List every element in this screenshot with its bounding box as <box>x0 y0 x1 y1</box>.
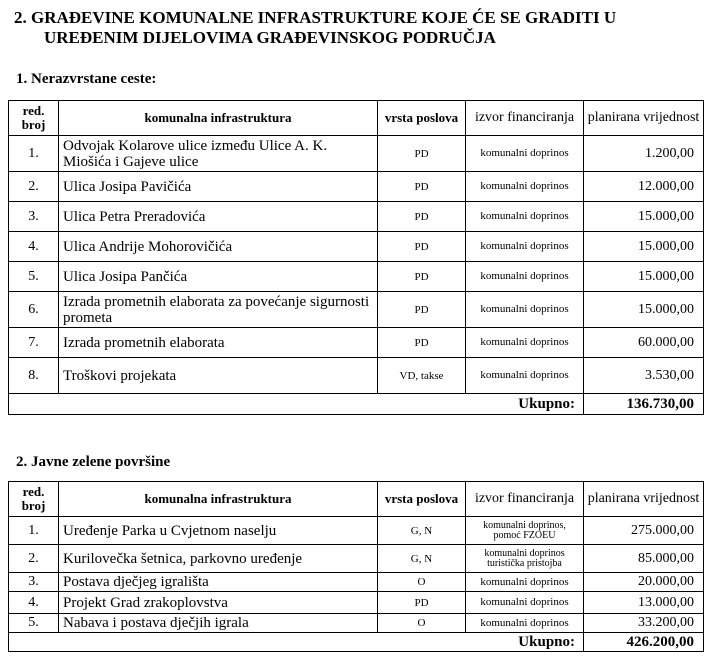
table-row <box>9 517 704 545</box>
header-red-broj: red. broj <box>9 101 59 136</box>
row-funding-source: komunalni doprinos <box>466 232 584 262</box>
row-funding-source: komunalni doprinos <box>466 202 584 232</box>
row-number: 2. <box>9 545 59 573</box>
table-row <box>9 545 704 573</box>
header-red-broj: red. broj <box>9 482 59 517</box>
row-work-type: G, N <box>378 517 466 545</box>
table-row <box>9 232 704 262</box>
header-vrsta-poslova: vrsta poslova <box>378 101 466 136</box>
row-infrastructure-name: Izrada prometnih elaborata <box>59 328 378 358</box>
row-number: 1. <box>9 517 59 545</box>
row-work-type: PD <box>378 232 466 262</box>
header-izvor-financiranja: izvor financiranja <box>466 482 584 517</box>
table-row <box>9 172 704 202</box>
row-number: 5. <box>9 614 59 633</box>
row-work-type: PD <box>378 328 466 358</box>
section-1-table <box>8 100 704 415</box>
row-number: 1. <box>9 136 59 172</box>
row-number: 5. <box>9 262 59 292</box>
table-row <box>9 136 704 172</box>
row-infrastructure-name: Ulica Josipa Pavičića <box>59 172 378 202</box>
row-infrastructure-name: Projekt Grad zrakoplovstva <box>59 592 378 614</box>
table-row <box>9 358 704 394</box>
row-planned-value: 85.000,00 <box>584 545 704 573</box>
table-row <box>9 202 704 232</box>
row-funding-source: komunalni doprinos <box>466 172 584 202</box>
row-infrastructure-name: Ulica Petra Preradovića <box>59 202 378 232</box>
section-2-table <box>8 481 704 652</box>
row-planned-value: 33.200,00 <box>584 614 704 633</box>
row-planned-value: 60.000,00 <box>584 328 704 358</box>
row-funding-source: komunalni doprinos <box>466 292 584 328</box>
row-planned-value: 275.000,00 <box>584 517 704 545</box>
section-1-title: 1. Nerazvrstane ceste: <box>16 71 157 87</box>
row-funding-source: komunalni doprinos <box>466 262 584 292</box>
row-planned-value: 1.200,00 <box>584 136 704 172</box>
row-planned-value: 12.000,00 <box>584 172 704 202</box>
section-2-title: 2. Javne zelene površine <box>16 454 171 470</box>
row-planned-value: 15.000,00 <box>584 262 704 292</box>
header-komunalna-infrastruktura: komunalna infrastruktura <box>59 101 378 136</box>
row-infrastructure-name: Kurilovečka šetnica, parkovno uređenje <box>59 545 378 573</box>
row-work-type: PD <box>378 262 466 292</box>
row-planned-value: 3.530,00 <box>584 358 704 394</box>
row-number: 6. <box>9 292 59 328</box>
row-funding-source: komunalni doprinos, pomoć FZOEU <box>466 517 584 545</box>
row-work-type: G, N <box>378 545 466 573</box>
row-work-type: PD <box>378 292 466 328</box>
heading-line-2: UREĐENIM DIJELOVIMA GRAĐEVINSKOG PODRUČJA <box>44 28 496 47</box>
row-number: 7. <box>9 328 59 358</box>
document-heading <box>14 8 616 48</box>
row-number: 3. <box>9 202 59 232</box>
total-row <box>9 394 704 415</box>
row-infrastructure-name: Ulica Andrije Mohorovičića <box>59 232 378 262</box>
row-infrastructure-name: Izrada prometnih elaborata za povećanje sigurnosti prometa <box>59 292 378 328</box>
row-planned-value: 15.000,00 <box>584 202 704 232</box>
total-label: Ukupno: <box>9 394 584 415</box>
row-funding-source: komunalni doprinos <box>466 592 584 614</box>
table-row <box>9 573 704 592</box>
table-row <box>9 592 704 614</box>
row-infrastructure-name: Ulica Josipa Pančića <box>59 262 378 292</box>
row-infrastructure-name: Troškovi projekata <box>59 358 378 394</box>
row-number: 4. <box>9 232 59 262</box>
row-funding-source: komunalni doprinos <box>466 328 584 358</box>
header-izvor-financiranja: izvor financiranja <box>466 101 584 136</box>
table-row <box>9 328 704 358</box>
header-planirana-vrijednost: planirana vrijednost <box>584 101 704 136</box>
table-row <box>9 262 704 292</box>
row-work-type: PD <box>378 172 466 202</box>
row-funding-source: komunalni doprinos <box>466 614 584 633</box>
row-number: 4. <box>9 592 59 614</box>
header-komunalna-infrastruktura: komunalna infrastruktura <box>59 482 378 517</box>
total-value: 136.730,00 <box>584 394 704 415</box>
row-number: 2. <box>9 172 59 202</box>
table-row <box>9 614 704 633</box>
row-funding-source: komunalni doprinos <box>466 573 584 592</box>
row-work-type: PD <box>378 202 466 232</box>
row-funding-source: komunalni doprinos turistička pristojba <box>466 545 584 573</box>
total-row <box>9 633 704 652</box>
row-work-type: PD <box>378 136 466 172</box>
row-infrastructure-name: Postava dječjeg igrališta <box>59 573 378 592</box>
total-label: Ukupno: <box>9 633 584 652</box>
row-work-type: O <box>378 614 466 633</box>
row-work-type: PD <box>378 592 466 614</box>
table-row <box>9 292 704 328</box>
row-work-type: O <box>378 573 466 592</box>
row-planned-value: 15.000,00 <box>584 232 704 262</box>
row-work-type: VD, takse <box>378 358 466 394</box>
total-value: 426.200,00 <box>584 633 704 652</box>
row-infrastructure-name: Nabava i postava dječjih igrala <box>59 614 378 633</box>
row-infrastructure-name: Odvojak Kolarove ulice između Ulice A. K. Miošića i Gajeve ulice <box>59 136 378 172</box>
row-infrastructure-name: Uređenje Parka u Cvjetnom naselju <box>59 517 378 545</box>
row-number: 3. <box>9 573 59 592</box>
row-planned-value: 20.000,00 <box>584 573 704 592</box>
heading-line-1: 2. GRAĐEVINE KOMUNALNE INFRASTRUKTURE KOJE ĆE SE GRADITI U <box>14 8 617 27</box>
row-number: 8. <box>9 358 59 394</box>
header-vrsta-poslova: vrsta poslova <box>378 482 466 517</box>
row-planned-value: 13.000,00 <box>584 592 704 614</box>
row-funding-source: komunalni doprinos <box>466 358 584 394</box>
header-planirana-vrijednost: planirana vrijednost <box>584 482 704 517</box>
row-planned-value: 15.000,00 <box>584 292 704 328</box>
row-funding-source: komunalni doprinos <box>466 136 584 172</box>
